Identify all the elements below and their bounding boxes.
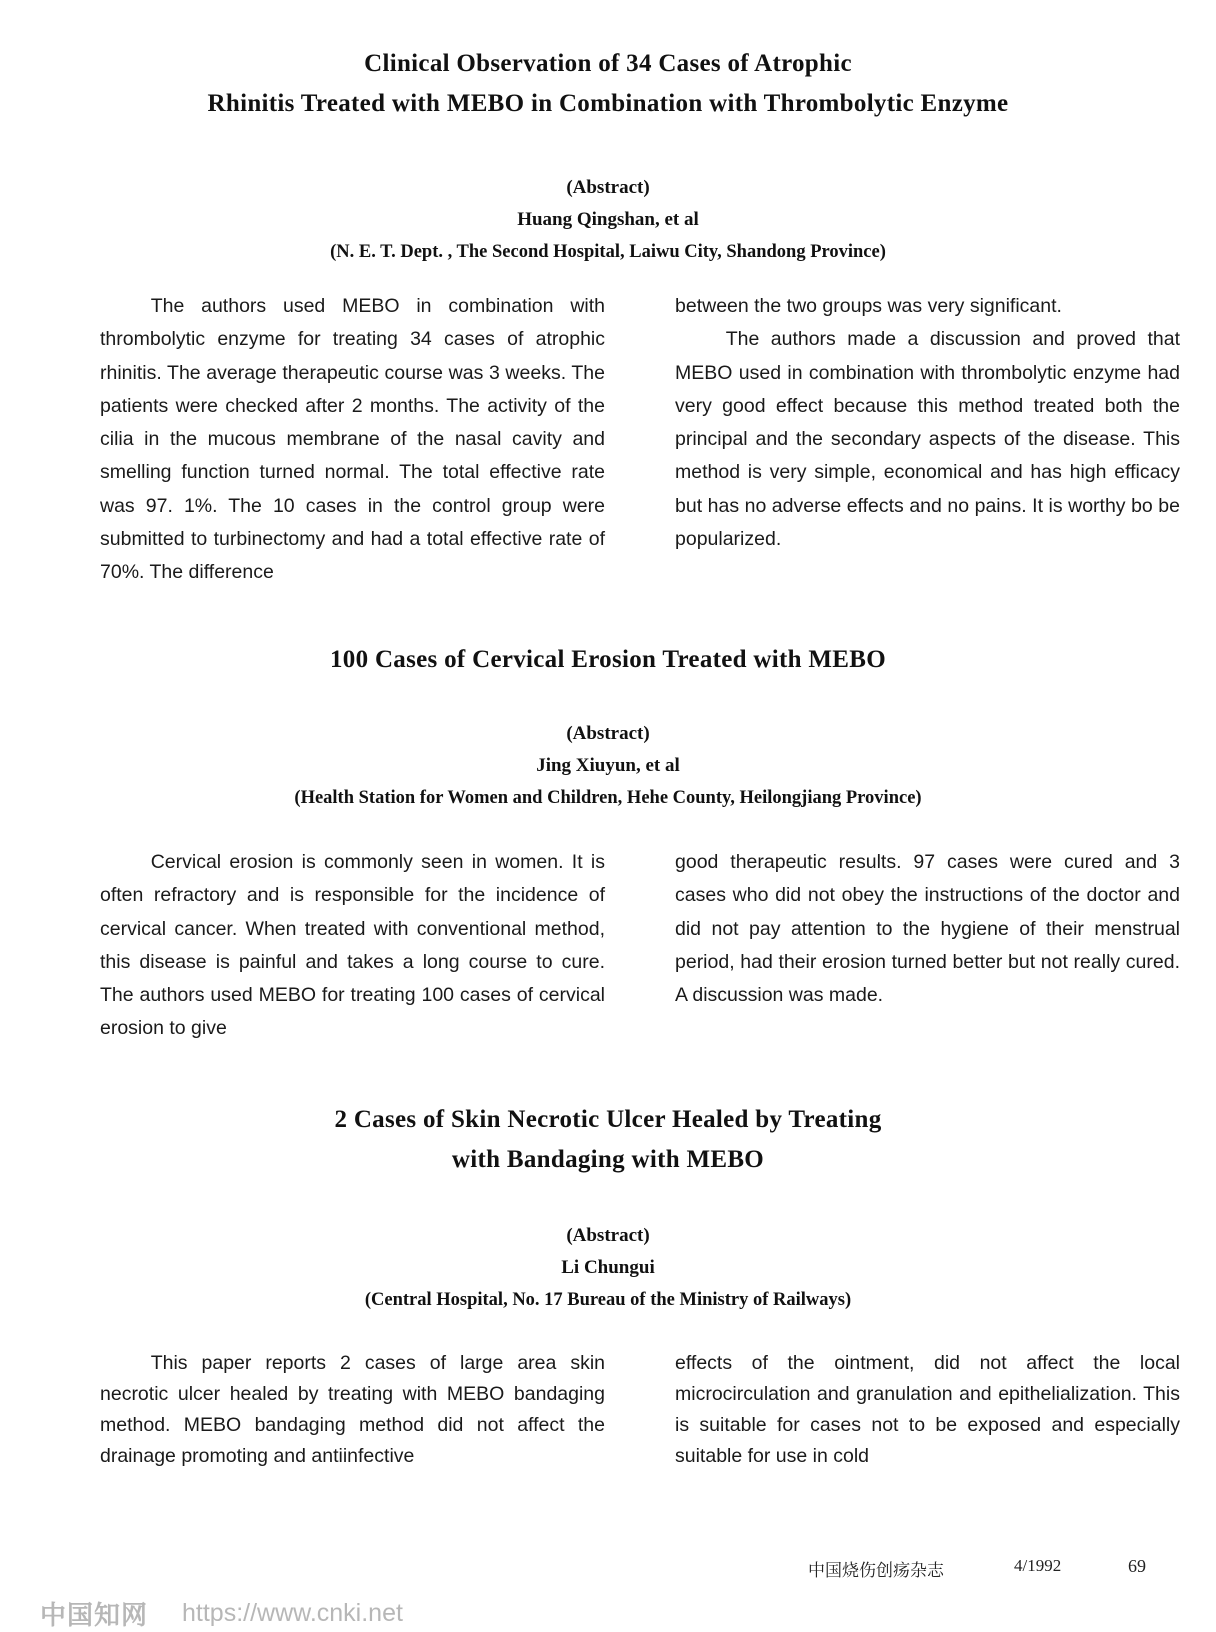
article-3-abstract-label: (Abstract) (566, 1225, 650, 1246)
article-1-title-line-2: Rhinitis Treated with MEBO in Combination with Thrombolytic Enzyme (207, 90, 1009, 117)
article-1-affiliation: (N. E. T. Dept. , The Second Hospital, Laiwu City, Shandong Province) (330, 242, 886, 262)
article-1-title-line-1: Clinical Observation of 34 Cases of Atrophic (364, 50, 852, 77)
article-2-authors: Jing Xiuyun, et al (536, 755, 680, 776)
article-1-column-left (100, 290, 605, 590)
article-3 (0, 1100, 1216, 1316)
journal-name: 中国烧伤创疡杂志 (808, 1561, 944, 1580)
article-1-paragraph: The authors made a discussion and proved that MEBO used in combination with thrombolytic enzyme had very good effect because this method treated both the principal and the secondary aspects of the disease. This method is very simple, economical and has high efficacy but has no adverse effects and no pains. It is worthy bo be popularized. (675, 328, 1180, 551)
article-1-authors: Huang Qingshan, et al (517, 209, 699, 230)
article-2-title (0, 640, 1216, 680)
article-3-title-line-2: with Bandaging with MEBO (451, 1146, 765, 1173)
article-2-affiliation: (Health Station for Women and Children, Hehe County, Heilongjiang Province) (294, 788, 922, 808)
article-3-paragraph: This paper reports 2 cases of large area skin necrotic ulcer healed by treating with MEBO bandaging method. MEBO bandaging method did not affect the drainage promoting and antiinfective (100, 1352, 605, 1467)
cnki-url[interactable]: https://www.cnki.net (182, 1598, 403, 1627)
article-3-affiliation: (Central Hospital, No. 17 Bureau of the Ministry of Railways) (364, 1290, 852, 1310)
article-2-paragraph-continued: good therapeutic results. 97 cases were cured and 3 cases who did not obey the instructions of the doctor and did not pay attention to the hygiene of their menstrual period, had their erosion turned better but not really cured. A discussion was made. (675, 851, 1180, 1007)
article-3-column-right (675, 1348, 1180, 1472)
article-3-body (100, 1348, 1180, 1472)
article-2 (0, 640, 1216, 814)
page-footer (0, 1556, 1216, 1586)
article-1 (0, 44, 1216, 268)
article-3-column-left (100, 1348, 605, 1472)
issue-number: 4/1992 (1014, 1556, 1062, 1575)
article-2-paragraph: Cervical erosion is commonly seen in women. It is often refractory and is responsible for the incidence of cervical cancer. When treated with conventional method, this disease is painful and takes a long course to cure. The authors used MEBO for treating 100 cases of cervical erosion to give (100, 851, 605, 1040)
article-1-paragraph-continued: between the two groups was very significant. (675, 295, 1062, 317)
article-2-title-line-1: 100 Cases of Cervical Erosion Treated with MEBO (330, 646, 886, 673)
page-number: 69 (1128, 1556, 1146, 1576)
article-1-paragraph: The authors used MEBO in combination with thrombolytic enzyme for treating 34 cases of atrophic rhinitis. The average therapeutic course was 3 weeks. The patients were checked after 2 months. The activity of the cilia in the mucous membrane of the nasal cavity and smelling function turned normal. The total effective rate was 97. 1%. The 10 cases in the control group were submitted to turbinectomy and had a total effective rate of 70%. The difference (100, 295, 605, 584)
article-3-paragraph-continued: effects of the ointment, did not affect the local microcirculation and granulation and epithelialization. This is suitable for cases not to be exposed and especially suitable for use in cold (675, 1352, 1180, 1467)
article-1-body (100, 290, 1180, 590)
article-2-body (100, 846, 1180, 1046)
cnki-logo: 中国知网 (40, 1599, 149, 1630)
article-3-title (0, 1100, 1216, 1180)
article-3-title-line-1: 2 Cases of Skin Necrotic Ulcer Healed by Treating (334, 1106, 882, 1133)
article-1-column-right (675, 290, 1180, 590)
article-1-title (0, 44, 1216, 124)
article-1-abstract-label: (Abstract) (566, 177, 650, 198)
article-2-column-left (100, 846, 605, 1046)
cnki-watermark (40, 1596, 403, 1630)
article-2-abstract-label: (Abstract) (566, 723, 650, 744)
article-2-column-right (675, 846, 1180, 1046)
article-3-authors: Li Chungui (561, 1257, 655, 1278)
